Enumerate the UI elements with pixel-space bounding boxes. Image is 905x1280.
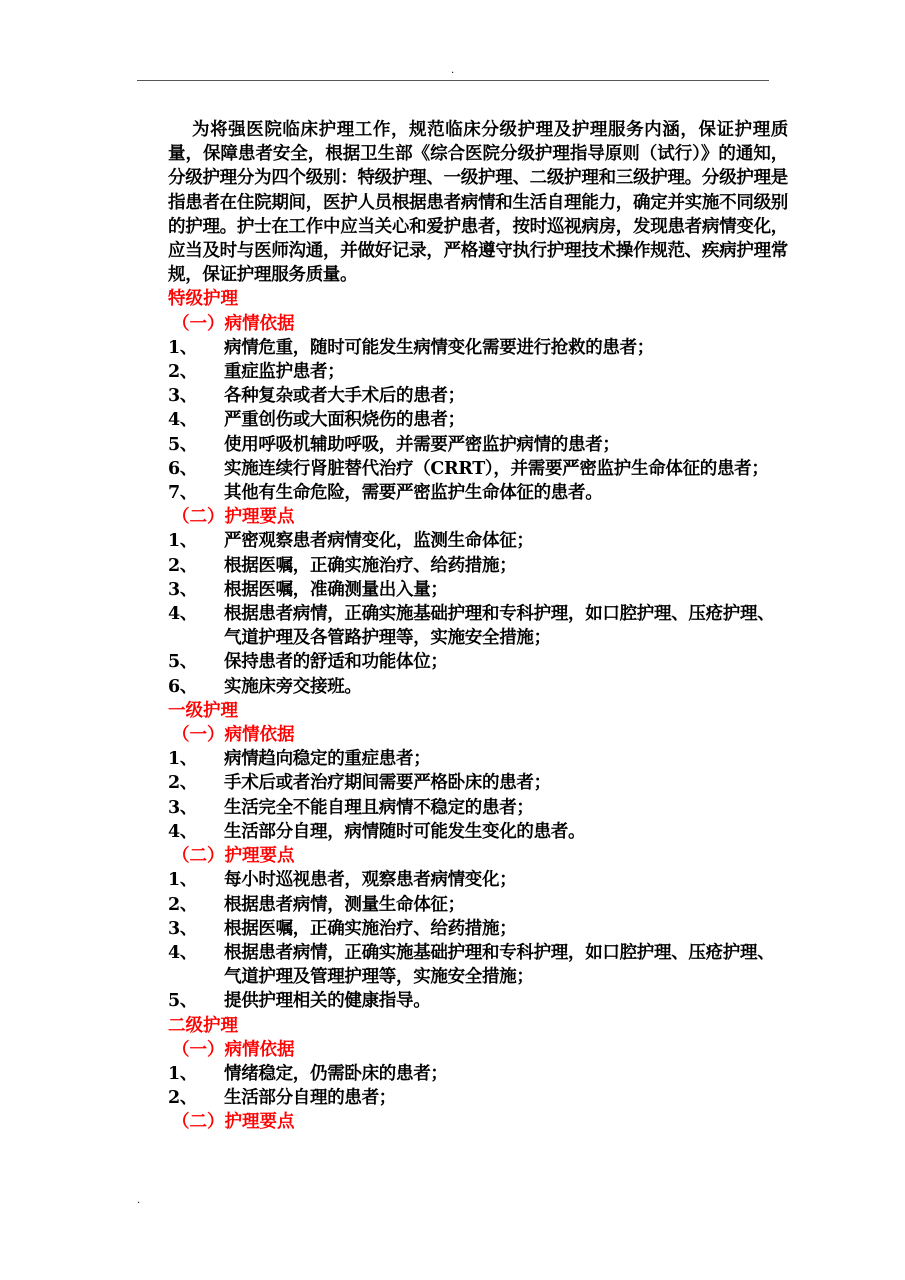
list-item-text: 每小时巡视患者，观察患者病情变化； (224, 870, 517, 891)
section-heading: 一级护理 (168, 700, 238, 721)
list-item (168, 336, 788, 360)
numbered-list (168, 868, 788, 1013)
list-item-text: 各种复杂或者大手术后的患者； (224, 386, 465, 407)
subsection-heading: （二）护理要点 (172, 846, 295, 867)
sections (168, 287, 788, 1134)
list-item-number: 1、 (168, 531, 198, 552)
list-item-number: 3、 (168, 797, 198, 818)
subsection-heading: （二）护理要点 (172, 1112, 295, 1133)
list-item-number: 6、 (168, 676, 198, 697)
list-item-number: 4、 (168, 942, 198, 963)
intro-paragraph: 为将强医院临床护理工作，规范临床分级护理及护理服务内涵，保证护理质量，保障患者安全，根据卫生部《综合医院分级护理指导原则（试行）》的通知，分级护理分为四个级别：特级护理、一级护理、二级护理和三级护理。分级护理是指患者在住院期间，医护人员根据患者病情和生活自理能力，确定并实施不同级别的护理。护士在工作中应当关心和爱护患者，按时巡视病房，发现患者病情变化，应当及时与医师沟通，并做好记录，严格遵守执行护理技术操作规范、疾病护理常规，保证护理服务质量。 (168, 120, 788, 286)
footer-dot: . (137, 1195, 141, 1206)
list-item (168, 1086, 788, 1110)
list-item-number: 1、 (168, 337, 198, 358)
numbered-list (168, 529, 788, 698)
list-item-text: 情绪稳定，仍需卧床的患者； (224, 1063, 448, 1084)
subsection-heading: （二）护理要点 (172, 507, 295, 528)
list-item (168, 917, 788, 941)
list-item (168, 771, 788, 795)
list-item (168, 989, 788, 1013)
list-item-number: 1、 (168, 749, 198, 770)
list-item (168, 433, 788, 457)
numbered-list (168, 747, 788, 844)
list-item (168, 893, 788, 917)
list-item-text: 严重创伤或大面积烧伤的患者； (224, 410, 465, 431)
list-item-number: 2、 (168, 362, 198, 383)
header-dot: . (451, 65, 455, 76)
list-item-number: 2、 (168, 1088, 198, 1109)
list-item (168, 481, 788, 505)
list-item-text: 其他有生命危险，需要严密监护生命体征的患者。 (224, 483, 603, 504)
list-item (168, 820, 788, 844)
section-heading: 二级护理 (168, 1015, 238, 1036)
list-item (168, 650, 788, 674)
document-body (168, 118, 788, 1135)
list-item-number: 4、 (168, 410, 198, 431)
section-heading: 特级护理 (168, 289, 238, 310)
list-item (168, 868, 788, 892)
list-item-text: 根据患者病情，正确实施基础护理和专科护理，如口腔护理、压疮护理、气道护理及管理护理等，实施安全措施； (224, 942, 775, 988)
list-item-text: 病情危重，随时可能发生病情变化需要进行抢救的患者； (224, 337, 654, 358)
list-item-number: 3、 (168, 918, 198, 939)
list-item (168, 796, 788, 820)
list-item-number: 5、 (168, 434, 198, 455)
list-item (168, 578, 788, 602)
list-item (168, 747, 788, 771)
subsection-heading: （一）病情依据 (172, 313, 295, 334)
list-item-number: 4、 (168, 821, 198, 842)
list-item (168, 675, 788, 699)
list-item-text: 根据医嘱，正确实施治疗、给药措施； (224, 555, 517, 576)
list-item-number: 1、 (168, 1063, 198, 1084)
list-item-text: 使用呼吸机辅助呼吸，并需要严密监护病情的患者； (224, 434, 620, 455)
list-item (168, 360, 788, 384)
list-item (168, 529, 788, 553)
list-item-number: 1、 (168, 870, 198, 891)
list-item-number: 6、 (168, 458, 198, 479)
list-item-number: 3、 (168, 579, 198, 600)
list-item-number: 2、 (168, 773, 198, 794)
header-rule (137, 80, 769, 81)
list-item (168, 941, 788, 989)
list-item-text: 生活部分自理的患者； (224, 1088, 396, 1109)
list-item-text: 保持患者的舒适和功能体位； (224, 652, 448, 673)
list-item-number: 7、 (168, 483, 198, 504)
list-item-text: 根据患者病情，正确实施基础护理和专科护理，如口腔护理、压疮护理、气道护理及各管路护理等，实施安全措施； (224, 604, 775, 649)
list-item (168, 457, 788, 481)
list-item (168, 554, 788, 578)
list-item-number: 2、 (168, 894, 198, 915)
list-item (168, 602, 788, 650)
list-item (168, 1062, 788, 1086)
list-item-number: 5、 (168, 652, 198, 673)
numbered-list (168, 336, 788, 505)
list-item-text: 实施连续行肾脏替代治疗（CRRT），并需要严密监护生命体征的患者； (224, 458, 769, 479)
subsection-heading: （一）病情依据 (172, 725, 295, 746)
list-item (168, 408, 788, 432)
list-item-number: 5、 (168, 991, 198, 1012)
list-item-number: 3、 (168, 386, 198, 407)
list-item-text: 根据医嘱，正确实施治疗、给药措施； (224, 918, 517, 939)
list-item-text: 手术后或者治疗期间需要严格卧床的患者； (224, 773, 551, 794)
list-item-text: 根据医嘱，准确测量出入量； (224, 579, 448, 600)
list-item-text: 病情趋向稳定的重症患者； (224, 749, 431, 770)
list-item-text: 实施床旁交接班。 (224, 676, 362, 697)
numbered-list (168, 1062, 788, 1110)
list-item-text: 严密观察患者病情变化，监测生命体征； (224, 531, 534, 552)
list-item-text: 重症监护患者； (224, 362, 345, 383)
list-item-text: 提供护理相关的健康指导。 (224, 991, 431, 1012)
list-item-text: 根据患者病情，测量生命体征； (224, 894, 465, 915)
list-item (168, 384, 788, 408)
list-item-text: 生活完全不能自理且病情不稳定的患者； (224, 797, 534, 818)
list-item-number: 4、 (168, 604, 198, 625)
subsection-heading: （一）病情依据 (172, 1039, 295, 1060)
list-item-number: 2、 (168, 555, 198, 576)
list-item-text: 生活部分自理，病情随时可能发生变化的患者。 (224, 821, 586, 842)
